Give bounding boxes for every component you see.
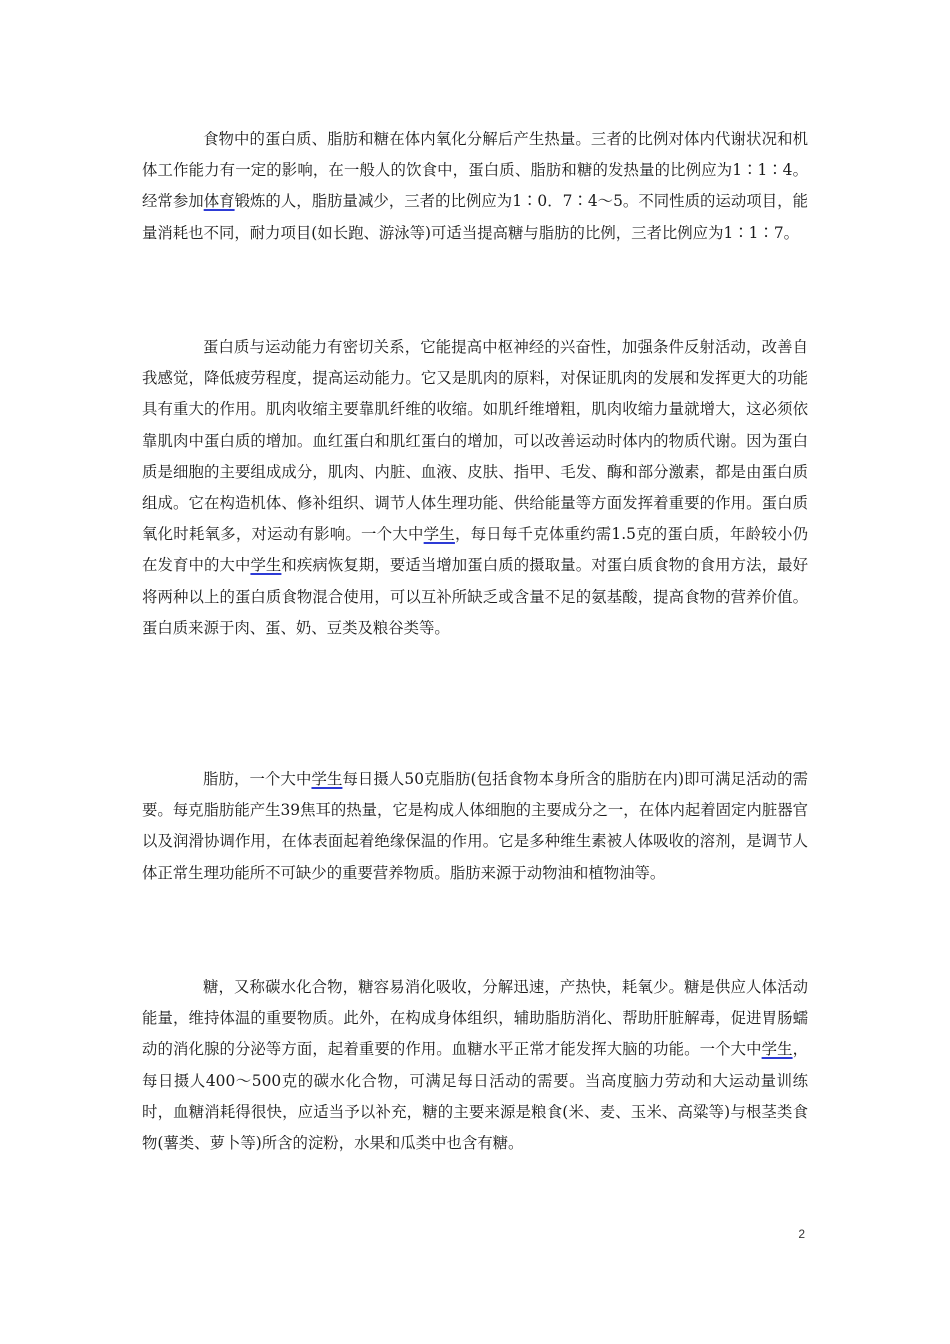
text-segment: 每日摄人50克脂肪(包括食物本身所含的脂肪在内)即可满足活动的需要。每克脂肪能产生39焦耳的热量，它是构成人体细胞的主要成分之一，在体内起着固定内脏器官以及润滑协调作用，在体表面起着绝缘保温的作用。它是多种维生素被人体吸收的溶剂，是调节人体正常生理功能所不可缺少的重要营养物质。脂肪来源于动物油和植物油等。 <box>142 770 808 882</box>
paragraph-sugar <box>142 972 808 1159</box>
text-segment: ，每日每千克体重约需1.5克的蛋白质，年龄较小仍在发育中的大中 <box>142 525 808 575</box>
paragraph-protein <box>142 332 808 644</box>
text-segment: 锻炼的人，脂肪量减少，三者的比例应为1∶0．7∶4～5。不同性质的运动项目，能量消耗也不同，耐力项目(如长跑、游泳等)可适当提高糖与脂肪的比例，三者比例应为1∶1∶7。 <box>142 192 808 242</box>
link-student[interactable]: 学生 <box>761 1040 793 1059</box>
link-student[interactable]: 学生 <box>423 525 455 544</box>
text-segment: 糖，又称碳水化合物，糖容易消化吸收，分解迅速，产热快，耗氧少。糖是供应人体活动能量，维持体温的重要物质。此外，在构成身体组织，辅助脂肪消化、帮助肝脏解毒，促进胃肠蠕动的消化腺的分泌等方面，起着重要的作用。血糖水平正常才能发挥大脑的功能。一个大中 <box>142 978 808 1059</box>
text-segment: 蛋白质与运动能力有密切关系，它能提高中枢神经的兴奋性，加强条件反射活动，改善自我感觉，降低疲劳程度，提高运动能力。它又是肌肉的原料，对保证肌肉的发展和发挥更大的功能具有重大的作用。肌肉收缩主要靠肌纤维的收缩。如肌纤维增粗，肌肉收缩力量就增大，这必须依靠肌肉中蛋白质的增加。血红蛋白和肌红蛋白的增加，可以改善运动时体内的物质代谢。因为蛋白质是细胞的主要组成成分，肌肉、内脏、血液、皮肤、指甲、毛发、酶和部分激素，都是由蛋白质组成。它在构造机体、修补组织、调节人体生理功能、供给能量等方面发挥着重要的作用。蛋白质氧化时耗氧多，对运动有影响。一个大中 <box>142 338 808 544</box>
text-segment: 脂肪，一个大中 <box>203 770 312 788</box>
link-student[interactable]: 学生 <box>250 556 282 575</box>
link-student[interactable]: 学生 <box>311 770 343 788</box>
text-segment: 食物中的蛋白质、脂肪和糖在体内氧化分解后产生热量。三者的比例对体内代谢状况和机体工作能力有一定的影响，在一般人的饮食中，蛋白质、脂肪和糖的发热量的比例应为1∶1∶4。经常参加 <box>142 130 808 211</box>
page-number: 2 <box>798 1227 805 1241</box>
text-segment: ，每日摄人400～500克的碳水化合物，可满足每日活动的需要。当高度脑力劳动和大运动量训练时，血糖消耗得很快，应适当予以补充，糖的主要来源是粮食(米、麦、玉米、高粱等)与根茎类食物(薯类、萝卜等)所含的淀粉，水果和瓜类中也含有糖。 <box>142 1040 808 1153</box>
link-sports[interactable]: 体育 <box>203 192 235 211</box>
paragraph-energy-ratio <box>142 124 808 249</box>
paragraph-fat <box>142 764 808 889</box>
text-segment: 和疾病恢复期，要适当增加蛋白质的摄取量。对蛋白质食物的食用方法，最好将两种以上的蛋白质食物混合使用，可以互补所缺乏或含量不足的氨基酸，提高食物的营养价值。蛋白质来源于肉、蛋、奶、豆类及粮谷类等。 <box>142 556 808 637</box>
